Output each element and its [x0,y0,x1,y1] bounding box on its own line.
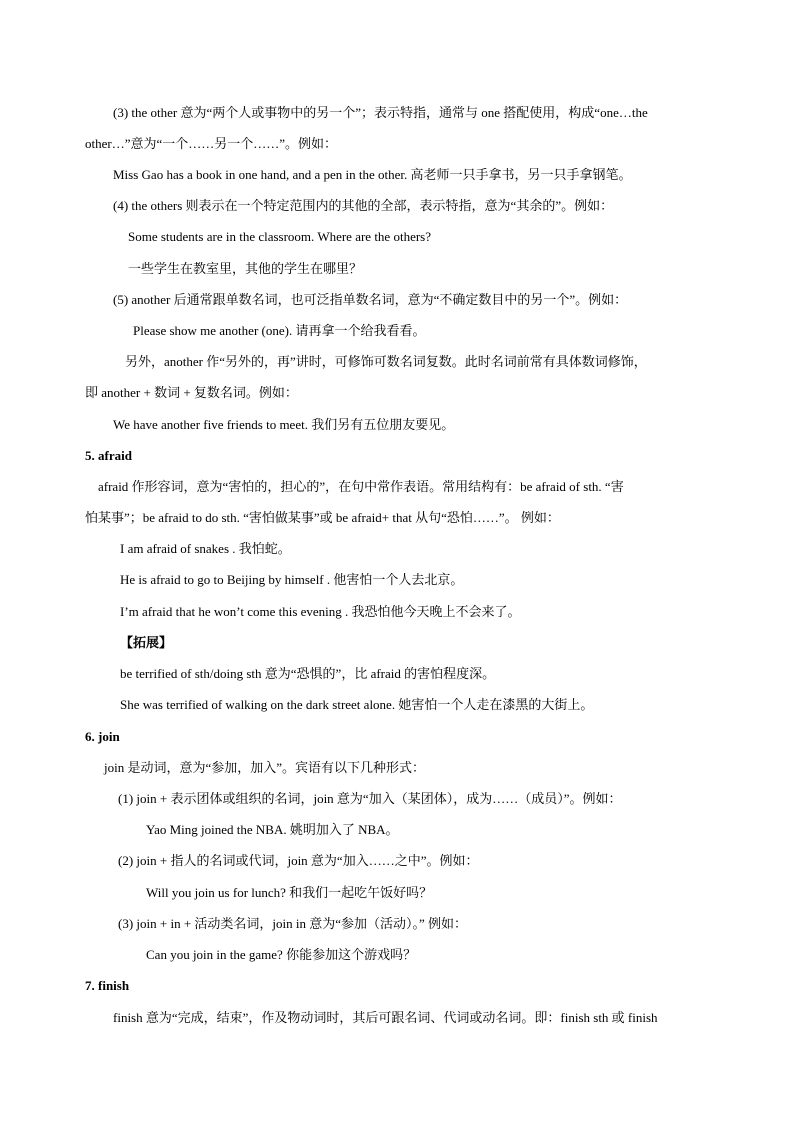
text-line: (5) another 后通常跟单数名词，也可泛指单数名词，意为“不确定数目中的另一个”。例如： [113,292,628,307]
text-line: 另外，another 作“另外的，再”讲时，可修饰可数名词复数。此时名词前常有具体数词修饰， [125,354,647,369]
example-translation: 一些学生在教室里，其他的学生在哪里？ [128,261,363,276]
section-heading-afraid: 5. afraid [85,448,132,463]
text-line: (3) join + in + 活动类名词，join in 意为“参加（活动）。” 例如： [118,916,468,931]
example-sentence: He is afraid to go to Beijing by himself . 他害怕一个人去北京。 [120,572,464,587]
text-line: finish 意为“完成，结束”，作及物动词时，其后可跟名词、代词或动名词。即：finish sth 或 finish [113,1010,658,1025]
text-line: 怕某事”；be afraid to do sth. “害怕做某事”或 be afraid+ that 从句“恐怕……”。 例如： [85,510,560,525]
extension-label: 【拓展】 [120,635,173,650]
example-sentence: I’m afraid that he won’t come this evening . 我恐怕他今天晚上不会来了。 [120,604,521,619]
text-line: 即 another + 数词 + 复数名词。例如： [85,385,298,400]
text-line: be terrified of sth/doing sth 意为“恐惧的”，比 afraid 的害怕程度深。 [120,666,496,681]
text-line: afraid 作形容词，意为“害怕的，担心的”，在句中常作表语。常用结构有：be afraid of sth. “害 [98,479,624,494]
example-sentence: Please show me another (one). 请再拿一个给我看看。 [133,323,426,338]
example-sentence: Can you join in the game? 你能参加这个游戏吗？ [146,947,417,962]
example-sentence: She was terrified of walking on the dark street alone. 她害怕一个人走在漆黑的大街上。 [120,697,594,712]
example-sentence: We have another five friends to meet. 我们另有五位朋友要见。 [113,417,455,432]
text-line: (3) the other 意为“两个人或事物中的另一个”；表示特指，通常与 one 搭配使用，构成“one…the [113,105,648,120]
example-sentence: Will you join us for lunch? 和我们一起吃午饭好吗？ [146,885,433,900]
section-heading-join: 6. join [85,729,120,744]
example-sentence: Miss Gao has a book in one hand, and a pen in the other. 高老师一只手拿书，另一只手拿钢笔。 [113,167,632,182]
example-sentence: Yao Ming joined the NBA. 姚明加入了 NBA。 [146,822,399,837]
example-sentence: I am afraid of snakes . 我怕蛇。 [120,541,291,556]
text-line: join 是动词，意为“参加，加入”。宾语有以下几种形式： [104,760,426,775]
text-line: (1) join + 表示团体或组织的名词，join 意为“加入（某团体），成为……（成员）”。例如： [118,791,622,806]
text-line: (2) join + 指人的名词或代词，join 意为“加入……之中”。例如： [118,853,479,868]
text-line: (4) the others 则表示在一个特定范围内的其他的全部，表示特指，意为“其余的”。例如： [113,198,614,213]
text-line: other…”意为“一个……另一个……”。例如： [85,136,338,151]
example-sentence: Some students are in the classroom. Where are the others? [128,229,431,244]
section-heading-finish: 7. finish [85,978,130,993]
